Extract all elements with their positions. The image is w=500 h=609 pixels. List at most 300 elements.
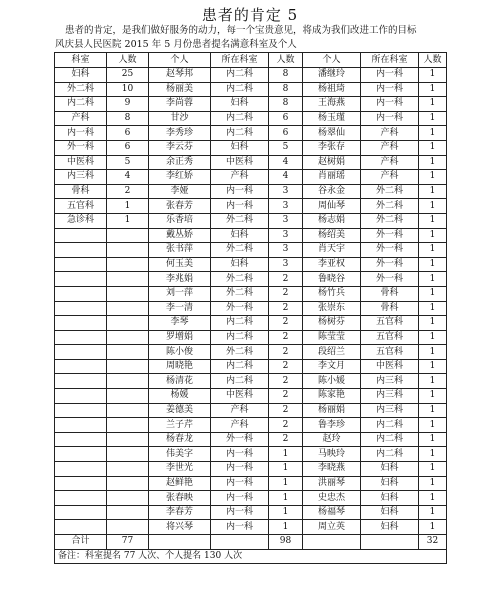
table-row (55, 68, 447, 83)
table-cell: 周晓艳 (149, 359, 211, 374)
table-cell: 妇科 (211, 228, 269, 243)
table-cell: 内二科 (361, 447, 419, 462)
table-cell (107, 491, 149, 506)
table-cell: 外一科 (55, 140, 107, 155)
table-cell: 1 (419, 476, 447, 491)
table-cell: 甘沙 (149, 111, 211, 126)
table-cell: 内一科 (211, 184, 269, 199)
table-row (55, 505, 447, 520)
table-cell: 陈小俊 (149, 345, 211, 360)
table-cell: 妇科 (361, 491, 419, 506)
header-cell: 个人 (149, 53, 211, 68)
nomination-table (54, 52, 447, 564)
table-cell: 潘继玲 (303, 68, 361, 83)
table-cell: 李尚蓉 (149, 97, 211, 112)
table-cell: 1 (419, 82, 447, 97)
table-cell: 陈小媛 (303, 374, 361, 389)
table-row (55, 228, 447, 243)
header-cell: 所在科室 (361, 53, 419, 68)
table-cell: 产科 (211, 170, 269, 185)
table-cell: 1 (419, 491, 447, 506)
table-cell: 杨竹兵 (303, 286, 361, 301)
table-cell: 2 (269, 374, 303, 389)
table-cell: 产科 (211, 418, 269, 433)
table-cell (55, 272, 107, 287)
table-cell (55, 345, 107, 360)
table-cell: 6 (269, 126, 303, 141)
table-cell: 内二科 (211, 111, 269, 126)
intro-line-1: 患者的肯定，是我们做好服务的动力，每一个宝贵意见，将成为我们改进工作的目标 (65, 25, 417, 36)
table-cell: 外一科 (361, 257, 419, 272)
table-cell: 1 (107, 199, 149, 214)
table-cell: 1 (419, 316, 447, 331)
table-cell: 五官科 (361, 316, 419, 331)
table-row (55, 418, 447, 433)
table-cell: 杨祖琦 (303, 82, 361, 97)
table-cell: 杨福琴 (303, 505, 361, 520)
table-cell: 内二科 (361, 432, 419, 447)
table-cell: 1 (419, 389, 447, 404)
table-cell: 8 (107, 111, 149, 126)
table-cell: 3 (269, 184, 303, 199)
table-cell (107, 243, 149, 258)
table-cell: 肖丽瑶 (303, 170, 361, 185)
table-row (55, 97, 447, 112)
table-cell: 内一科 (211, 491, 269, 506)
table-cell: 1 (419, 155, 447, 170)
table-cell: 1 (419, 345, 447, 360)
table-cell (55, 418, 107, 433)
table-cell: 1 (269, 520, 303, 535)
table-cell (55, 286, 107, 301)
table-cell: 李兆娟 (149, 272, 211, 287)
table-row (55, 389, 447, 404)
table-cell: 妇科 (361, 520, 419, 535)
table-cell: 鲁晓谷 (303, 272, 361, 287)
table-cell: 产科 (361, 170, 419, 185)
table-row (55, 447, 447, 462)
table-cell: 罗增娟 (149, 330, 211, 345)
table-cell (55, 505, 107, 520)
table-cell: 妇科 (361, 505, 419, 520)
table-cell (107, 316, 149, 331)
table-cell: 急诊科 (55, 213, 107, 228)
table-cell: 姜德美 (149, 403, 211, 418)
table-cell: 2 (269, 418, 303, 433)
table-row (55, 374, 447, 389)
table-cell: 乐香培 (149, 213, 211, 228)
table-row (55, 520, 447, 535)
table-cell: 10 (107, 82, 149, 97)
table-cell: 6 (107, 140, 149, 155)
table-cell: 2 (269, 272, 303, 287)
table-cell: 杨翠仙 (303, 126, 361, 141)
mid-total: 98 (269, 535, 303, 550)
table-cell: 1 (269, 476, 303, 491)
table-cell: 1 (419, 301, 447, 316)
table-row (55, 111, 447, 126)
table-cell: 杨玉瑾 (303, 111, 361, 126)
table-cell (55, 447, 107, 462)
header-cell: 人数 (269, 53, 303, 68)
table-cell: 产科 (211, 403, 269, 418)
table-cell: 妇科 (361, 476, 419, 491)
table-cell: 洪丽琴 (303, 476, 361, 491)
table-cell: 3 (269, 213, 303, 228)
totals-label: 合计 (55, 535, 107, 550)
table-cell: 周仙琴 (303, 199, 361, 214)
table-cell (55, 316, 107, 331)
table-cell: 内二科 (211, 126, 269, 141)
table-cell: 五官科 (361, 330, 419, 345)
table-cell: 外一科 (211, 301, 269, 316)
header-cell: 人数 (419, 53, 447, 68)
table-cell: 4 (269, 170, 303, 185)
table-cell (55, 330, 107, 345)
table-cell (107, 286, 149, 301)
table-cell: 内一科 (55, 126, 107, 141)
table-cell: 1 (419, 330, 447, 345)
table-row (55, 155, 447, 170)
table-cell (107, 374, 149, 389)
table-cell (107, 330, 149, 345)
table-cell: 3 (269, 243, 303, 258)
table-row (55, 126, 447, 141)
table-cell: 妇科 (211, 97, 269, 112)
table-cell (107, 228, 149, 243)
table-cell: 外二科 (211, 213, 269, 228)
table-cell: 产科 (361, 140, 419, 155)
table-cell: 内三科 (361, 374, 419, 389)
table-cell (55, 301, 107, 316)
table-cell: 外二科 (55, 82, 107, 97)
table-cell: 陈莹莹 (303, 330, 361, 345)
table-cell: 1 (419, 505, 447, 520)
table-cell: 1 (107, 213, 149, 228)
table-cell: 外二科 (361, 213, 419, 228)
table-cell: 王海燕 (303, 97, 361, 112)
table-cell: 内二科 (211, 82, 269, 97)
table-cell: 1 (419, 170, 447, 185)
table-cell (107, 447, 149, 462)
table-cell: 杨绍美 (303, 228, 361, 243)
table-cell: 内二科 (211, 316, 269, 331)
table-row (55, 432, 447, 447)
table-cell: 1 (419, 243, 447, 258)
table-row (55, 213, 447, 228)
table-cell: 内三科 (361, 403, 419, 418)
table-cell: 2 (269, 330, 303, 345)
table-cell: 外二科 (361, 184, 419, 199)
table-cell: 25 (107, 68, 149, 83)
table-cell: 内三科 (361, 389, 419, 404)
table-cell: 4 (107, 170, 149, 185)
table-row (55, 316, 447, 331)
table-cell: 五官科 (55, 199, 107, 214)
table-cell (55, 228, 107, 243)
table-cell: 3 (269, 228, 303, 243)
table-cell: 将兴琴 (149, 520, 211, 535)
table-cell: 余正秀 (149, 155, 211, 170)
table-cell: 1 (419, 140, 447, 155)
dept-total: 77 (107, 535, 149, 550)
table-cell: 产科 (361, 126, 419, 141)
table-cell: 内一科 (211, 505, 269, 520)
table-cell: 内一科 (211, 199, 269, 214)
table-cell: 李亚权 (303, 257, 361, 272)
table-cell: 中医科 (55, 155, 107, 170)
table-row (55, 286, 447, 301)
table-cell: 2 (269, 389, 303, 404)
table-cell (55, 359, 107, 374)
table-cell: 内一科 (211, 447, 269, 462)
table-cell: 妇科 (55, 68, 107, 83)
intro-line-2: 风庆县人民医院 2015 年 5 月份患者提名满意科室及个人 (55, 39, 297, 50)
table-cell: 赵树娟 (303, 155, 361, 170)
table-cell: 2 (269, 359, 303, 374)
table-cell: 张崇东 (303, 301, 361, 316)
table-row (55, 140, 447, 155)
table-cell: 李琴 (149, 316, 211, 331)
table-cell: 8 (269, 82, 303, 97)
table-cell: 1 (419, 111, 447, 126)
table-cell: 1 (419, 97, 447, 112)
table-cell: 1 (419, 403, 447, 418)
table-row (55, 184, 447, 199)
table-cell: 谷永金 (303, 184, 361, 199)
table-cell (107, 301, 149, 316)
table-row (55, 170, 447, 185)
table-cell: 段绍兰 (303, 345, 361, 360)
table-cell: 外二科 (211, 243, 269, 258)
table-cell: 赵鲜艳 (149, 476, 211, 491)
table-cell (55, 243, 107, 258)
table-cell: 内三科 (55, 170, 107, 185)
table-cell: 1 (419, 374, 447, 389)
table-cell: 外二科 (211, 345, 269, 360)
table-cell: 张书萍 (149, 243, 211, 258)
table-cell: 产科 (361, 155, 419, 170)
table-cell: 李红娇 (149, 170, 211, 185)
table-cell: 1 (269, 491, 303, 506)
table-cell (107, 505, 149, 520)
table-cell: 1 (419, 359, 447, 374)
table-cell: 外一科 (361, 228, 419, 243)
table-cell: 2 (269, 432, 303, 447)
header-cell: 所在科室 (211, 53, 269, 68)
table-cell: 骨科 (55, 184, 107, 199)
table-cell: 内一科 (211, 476, 269, 491)
table-cell: 1 (269, 462, 303, 477)
table-cell (107, 462, 149, 477)
table-cell: 5 (107, 155, 149, 170)
table-cell: 骨科 (361, 301, 419, 316)
table-cell: 肖天宇 (303, 243, 361, 258)
table-cell: 杨丽美 (149, 82, 211, 97)
table-cell: 骨科 (361, 286, 419, 301)
table-cell: 1 (419, 462, 447, 477)
table-cell: 妇科 (211, 257, 269, 272)
table-cell (55, 374, 107, 389)
table-cell: 1 (269, 447, 303, 462)
table-cell: 1 (419, 272, 447, 287)
table-cell: 8 (269, 97, 303, 112)
table-cell: 中医科 (361, 359, 419, 374)
right-total: 32 (419, 535, 447, 550)
table-cell: 刘一萍 (149, 286, 211, 301)
table-cell: 9 (107, 97, 149, 112)
table-cell: 外二科 (211, 272, 269, 287)
table-cell (107, 418, 149, 433)
table-cell: 李一清 (149, 301, 211, 316)
table-cell: 陈家艳 (303, 389, 361, 404)
table-row (55, 272, 447, 287)
table-cell: 马映玲 (303, 447, 361, 462)
table-cell: 1 (419, 432, 447, 447)
table-cell (55, 462, 107, 477)
table-cell: 1 (419, 199, 447, 214)
table-cell (55, 257, 107, 272)
table-cell: 李张存 (303, 140, 361, 155)
table-cell: 外一科 (361, 272, 419, 287)
table-cell: 鲁李珍 (303, 418, 361, 433)
table-row (55, 301, 447, 316)
table-cell: 2 (269, 345, 303, 360)
table-row (55, 330, 447, 345)
note-row (55, 549, 447, 564)
table-cell: 外一科 (361, 243, 419, 258)
table-cell: 妇科 (211, 140, 269, 155)
table-cell: 3 (269, 257, 303, 272)
table-cell: 1 (419, 228, 447, 243)
table-cell: 张春映 (149, 491, 211, 506)
table-cell: 赵玲 (303, 432, 361, 447)
table-cell (107, 345, 149, 360)
table-cell: 1 (419, 184, 447, 199)
table-cell: 戴丛娇 (149, 228, 211, 243)
table-cell: 李云芬 (149, 140, 211, 155)
table-cell: 2 (269, 286, 303, 301)
table-cell (55, 432, 107, 447)
table-row (55, 257, 447, 272)
table-cell: 内二科 (211, 359, 269, 374)
table-cell (107, 272, 149, 287)
table-cell: 五官科 (361, 345, 419, 360)
table-cell: 6 (107, 126, 149, 141)
table-cell: 8 (269, 68, 303, 83)
table-cell: 内二科 (361, 418, 419, 433)
header-cell: 个人 (303, 53, 361, 68)
table-cell: 李晓燕 (303, 462, 361, 477)
table-cell: 外一科 (211, 432, 269, 447)
table-cell: 内一科 (361, 82, 419, 97)
table-row (55, 403, 447, 418)
table-cell: 李文月 (303, 359, 361, 374)
table-cell: 2 (107, 184, 149, 199)
table-cell (55, 491, 107, 506)
table-cell (55, 520, 107, 535)
table-cell: 李世光 (149, 462, 211, 477)
table-cell (55, 403, 107, 418)
table-row (55, 462, 447, 477)
table-cell: 内一科 (361, 97, 419, 112)
totals-row (55, 535, 447, 550)
table-cell: 1 (419, 257, 447, 272)
table-cell: 5 (269, 140, 303, 155)
table-cell: 1 (419, 213, 447, 228)
table-cell: 杨树芬 (303, 316, 361, 331)
table-row (55, 476, 447, 491)
header-cell: 科室 (55, 53, 107, 68)
table-cell: 6 (269, 111, 303, 126)
table-header-row (55, 53, 447, 68)
table-cell: 张春芳 (149, 199, 211, 214)
header-cell: 人数 (107, 53, 149, 68)
table-cell: 兰子芹 (149, 418, 211, 433)
table-cell: 1 (419, 418, 447, 433)
table-cell: 1 (419, 286, 447, 301)
table-cell: 史忠杰 (303, 491, 361, 506)
table-cell: 产科 (55, 111, 107, 126)
table-cell: 杨媛 (149, 389, 211, 404)
table-row (55, 359, 447, 374)
table-cell (107, 389, 149, 404)
table-cell: 伟美字 (149, 447, 211, 462)
table-cell (107, 476, 149, 491)
table-cell: 2 (269, 301, 303, 316)
table-cell (107, 257, 149, 272)
table-cell: 妇科 (361, 462, 419, 477)
table-cell (55, 476, 107, 491)
note: 备注：科室提名 77 人次、个人提名 130 人次 (55, 549, 447, 564)
table-cell: 外二科 (361, 199, 419, 214)
table-cell: 内二科 (211, 330, 269, 345)
table-cell: 周立英 (303, 520, 361, 535)
table-cell: 杨志娟 (303, 213, 361, 228)
table-cell: 2 (269, 316, 303, 331)
table-cell: 内一科 (361, 68, 419, 83)
intro (55, 24, 455, 52)
table-cell: 李秀珍 (149, 126, 211, 141)
table-cell: 4 (269, 155, 303, 170)
table-cell: 何玉美 (149, 257, 211, 272)
table-cell: 2 (269, 403, 303, 418)
table-cell: 1 (419, 68, 447, 83)
table-cell: 1 (419, 520, 447, 535)
table-cell: 内一科 (211, 520, 269, 535)
table-cell: 杨清花 (149, 374, 211, 389)
table-cell: 内二科 (211, 374, 269, 389)
table-row (55, 199, 447, 214)
table-cell: 内二科 (211, 68, 269, 83)
table-cell (107, 403, 149, 418)
page-title: 患者的肯定 5 (201, 6, 299, 24)
table-cell: 内一科 (211, 462, 269, 477)
table-cell: 中医科 (211, 389, 269, 404)
table-cell: 李娅 (149, 184, 211, 199)
table-row (55, 345, 447, 360)
table-cell (107, 520, 149, 535)
table-row (55, 243, 447, 258)
table-cell (55, 389, 107, 404)
table-cell: 杨丽娟 (303, 403, 361, 418)
table-cell: 3 (269, 199, 303, 214)
table-cell: 李春芳 (149, 505, 211, 520)
table-cell: 内一科 (361, 111, 419, 126)
table-cell: 赵琴邦 (149, 68, 211, 83)
table-cell (107, 359, 149, 374)
table-row (55, 82, 447, 97)
